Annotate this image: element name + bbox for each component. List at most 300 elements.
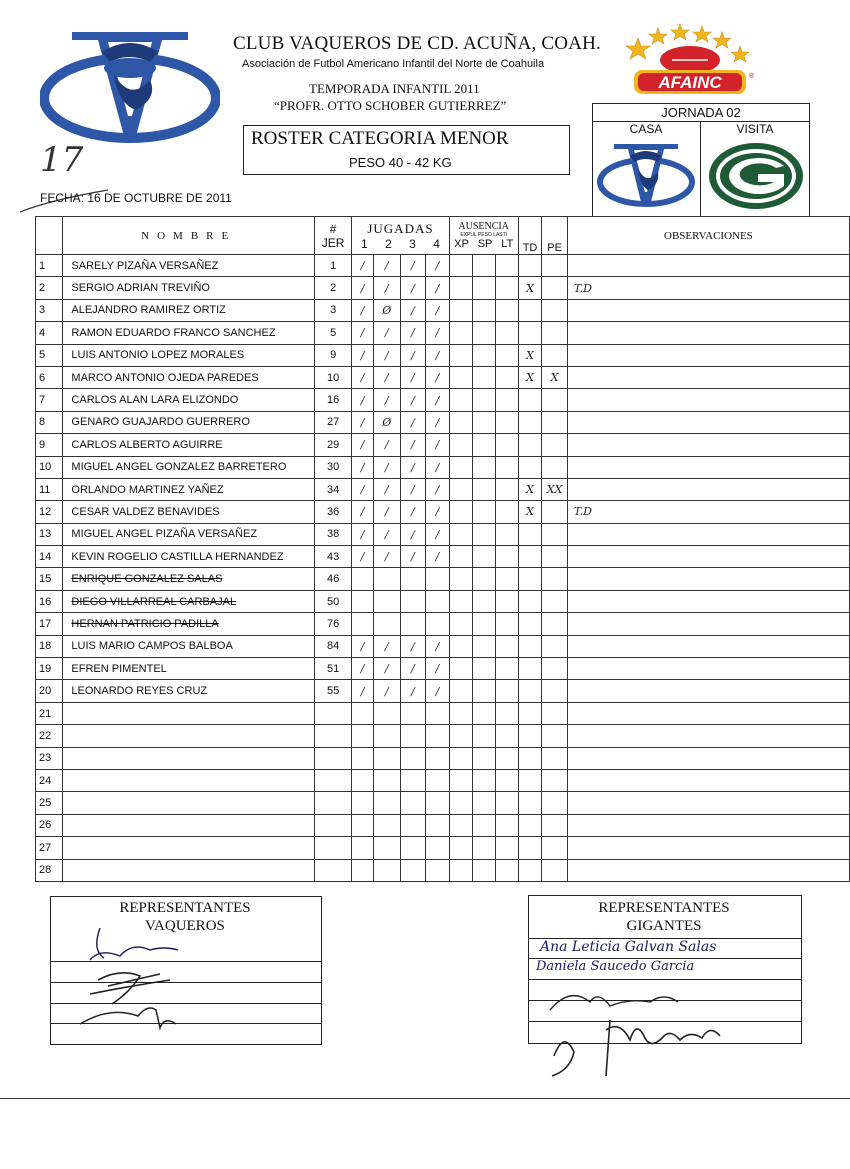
- observation: [567, 747, 849, 769]
- play-mark: [400, 769, 426, 791]
- jersey-number: 5: [314, 322, 351, 344]
- player-name: MIGUEL ANGEL GONZALEZ BARRETERO: [63, 456, 315, 478]
- absence-mark: [496, 277, 519, 299]
- row-index: 20: [36, 680, 63, 702]
- table-row: [36, 546, 850, 568]
- row-index: 4: [36, 322, 63, 344]
- play-mark: [400, 814, 426, 836]
- jersey-number: 3: [314, 299, 351, 321]
- play-mark: [400, 590, 426, 612]
- absence-mark: XX: [542, 478, 568, 500]
- play-mark: [352, 568, 374, 590]
- gigantes-signature-2: Daniela Saucedo Garcia: [536, 959, 695, 974]
- absence-mark: [518, 702, 542, 724]
- table-row: [36, 837, 850, 859]
- absence-mark: [496, 747, 519, 769]
- absence-mark: [496, 792, 519, 814]
- play-mark: [373, 613, 400, 635]
- jersey-number: 16: [314, 389, 351, 411]
- header-pe: PE: [542, 217, 568, 255]
- play-mark: /: [352, 411, 374, 433]
- jersey-number: 9: [314, 344, 351, 366]
- afainc-registered-mark: ®: [749, 73, 755, 80]
- player-name: HERNAN PATRICIO PADILLA: [63, 613, 315, 635]
- observation: [567, 255, 849, 277]
- play-mark: [400, 725, 426, 747]
- play-mark: /: [426, 680, 450, 702]
- play-mark: /: [426, 277, 450, 299]
- table-row: [36, 434, 850, 456]
- player-name: DIEGO VILLARREAL CARBAJAL: [63, 590, 315, 612]
- absence-mark: [496, 702, 519, 724]
- play-mark: /: [400, 299, 426, 321]
- play-mark: /: [400, 344, 426, 366]
- play-mark: /: [400, 366, 426, 388]
- table-row: [36, 590, 850, 612]
- play-mark: /: [400, 523, 426, 545]
- header-plays: [352, 217, 449, 255]
- absence-mark: [473, 299, 496, 321]
- play-mark: [373, 590, 400, 612]
- absence-mark: [449, 523, 473, 545]
- jersey-number: [314, 792, 351, 814]
- observation: [567, 792, 849, 814]
- table-row: [36, 411, 850, 433]
- jersey-number: 76: [314, 613, 351, 635]
- player-name: [63, 837, 315, 859]
- absence-mark: [473, 725, 496, 747]
- play-mark: /: [373, 478, 400, 500]
- jersey-number: [314, 814, 351, 836]
- jersey-number: [314, 702, 351, 724]
- play-mark: /: [352, 299, 374, 321]
- play-mark: Ø: [373, 299, 400, 321]
- vaqueros-signatures: [60, 920, 200, 1050]
- absence-mark: [518, 859, 542, 881]
- absence-mark: [542, 322, 568, 344]
- header-td: TD: [518, 217, 542, 255]
- header-name: NOMBRE: [63, 217, 315, 255]
- play-mark: [352, 702, 374, 724]
- absence-mark: [518, 792, 542, 814]
- play-mark: /: [352, 635, 374, 657]
- header-xp: XP: [454, 238, 469, 250]
- play-mark: /: [426, 389, 450, 411]
- play-mark: /: [400, 680, 426, 702]
- header-observations: OBSERVACIONES: [567, 217, 849, 255]
- absence-mark: [473, 747, 496, 769]
- page-bottom-line: [0, 1098, 850, 1099]
- absence-mark: [542, 814, 568, 836]
- header-play-4: 4: [433, 236, 440, 251]
- player-name: ORLANDO MARTINEZ YAÑEZ: [63, 478, 315, 500]
- play-mark: /: [373, 255, 400, 277]
- absence-mark: [473, 680, 496, 702]
- absence-mark: [449, 344, 473, 366]
- play-mark: [426, 769, 450, 791]
- absence-mark: [518, 725, 542, 747]
- absence-mark: [496, 590, 519, 612]
- table-row: [36, 859, 850, 881]
- player-name: ALEJANDRO RAMIREZ ORTIZ: [63, 299, 315, 321]
- absence-mark: [518, 769, 542, 791]
- play-mark: /: [426, 456, 450, 478]
- play-mark: [373, 747, 400, 769]
- absence-mark: [449, 769, 473, 791]
- player-name: EFREN PIMENTEL: [63, 658, 315, 680]
- row-index: 3: [36, 299, 63, 321]
- header-lt: LT: [501, 238, 514, 250]
- play-mark: /: [426, 658, 450, 680]
- absence-mark: [542, 747, 568, 769]
- jersey-number: 29: [314, 434, 351, 456]
- play-mark: [400, 702, 426, 724]
- absence-mark: [473, 814, 496, 836]
- absence-mark: [473, 434, 496, 456]
- play-mark: /: [352, 680, 374, 702]
- play-mark: /: [426, 546, 450, 568]
- gigantes-rep-title-1: REPRESENTANTES: [598, 900, 730, 916]
- roster-table: [35, 216, 850, 882]
- header-jersey-label: JER: [321, 235, 345, 250]
- play-mark: /: [426, 478, 450, 500]
- absence-mark: [449, 568, 473, 590]
- play-mark: /: [352, 255, 374, 277]
- row-index: 21: [36, 702, 63, 724]
- table-row: [36, 680, 850, 702]
- play-mark: /: [373, 389, 400, 411]
- absence-mark: [542, 523, 568, 545]
- absence-mark: [542, 590, 568, 612]
- jersey-number: [314, 769, 351, 791]
- observation: [567, 590, 849, 612]
- gigantes-rep-title-2: GIGANTES: [626, 918, 702, 934]
- row-index: 1: [36, 255, 63, 277]
- absence-mark: [542, 837, 568, 859]
- play-mark: [373, 859, 400, 881]
- play-mark: [426, 613, 450, 635]
- row-index: 6: [36, 366, 63, 388]
- absence-mark: [496, 434, 519, 456]
- absence-mark: X: [518, 277, 542, 299]
- header-play-1: 1: [360, 236, 368, 251]
- absence-mark: [473, 769, 496, 791]
- play-mark: [426, 859, 450, 881]
- play-mark: [426, 747, 450, 769]
- absence-mark: [518, 590, 542, 612]
- jersey-number: 10: [314, 366, 351, 388]
- absence-mark: [449, 792, 473, 814]
- observation: [567, 411, 849, 433]
- player-name: [63, 725, 315, 747]
- absence-mark: [449, 859, 473, 881]
- jersey-number: 2: [314, 277, 351, 299]
- absence-mark: [449, 277, 473, 299]
- table-row: [36, 366, 850, 388]
- absence-mark: [542, 501, 568, 523]
- absence-mark: [518, 255, 542, 277]
- absence-mark: [542, 546, 568, 568]
- absence-mark: [496, 613, 519, 635]
- jersey-number: 55: [314, 680, 351, 702]
- jersey-number: 36: [314, 501, 351, 523]
- player-name: ENRIQUE GONZALEZ SALAS: [63, 568, 315, 590]
- observation: [567, 680, 849, 702]
- home-label: CASA: [629, 122, 663, 136]
- play-mark: [426, 814, 450, 836]
- play-mark: /: [352, 366, 374, 388]
- play-mark: /: [426, 434, 450, 456]
- row-index: 13: [36, 523, 63, 545]
- observation: [567, 769, 849, 791]
- absence-mark: [473, 568, 496, 590]
- table-row: [36, 344, 850, 366]
- afainc-logo: [624, 22, 756, 102]
- table-row: [36, 478, 850, 500]
- play-mark: [426, 590, 450, 612]
- absence-mark: [518, 546, 542, 568]
- play-mark: [400, 837, 426, 859]
- absence-mark: [473, 411, 496, 433]
- absence-mark: [542, 769, 568, 791]
- absence-mark: [473, 859, 496, 881]
- observation: [567, 299, 849, 321]
- player-name: LEONARDO REYES CRUZ: [63, 680, 315, 702]
- table-row: [36, 792, 850, 814]
- jersey-number: 43: [314, 546, 351, 568]
- gigantes-signature-1: Ana Leticia Galvan Salas: [540, 939, 717, 955]
- observation: [567, 523, 849, 545]
- header-absence: [449, 217, 518, 255]
- absence-mark: [496, 568, 519, 590]
- absence-mark: [449, 814, 473, 836]
- player-name: CARLOS ALAN LARA ELIZONDO: [63, 389, 315, 411]
- header-index: [36, 217, 63, 255]
- absence-mark: [496, 501, 519, 523]
- jersey-number: [314, 859, 351, 881]
- absence-mark: [449, 837, 473, 859]
- play-mark: /: [352, 277, 374, 299]
- row-index: 17: [36, 613, 63, 635]
- play-mark: [400, 859, 426, 881]
- observation: [567, 635, 849, 657]
- play-mark: [352, 725, 374, 747]
- absence-mark: [449, 501, 473, 523]
- absence-mark: [449, 411, 473, 433]
- absence-mark: [473, 546, 496, 568]
- absence-mark: [473, 792, 496, 814]
- table-row: [36, 501, 850, 523]
- absence-mark: [473, 456, 496, 478]
- gigantes-signatures-drawn: [540, 980, 760, 1085]
- play-mark: [373, 837, 400, 859]
- absence-mark: [473, 613, 496, 635]
- play-mark: /: [400, 456, 426, 478]
- play-mark: [352, 792, 374, 814]
- absence-mark: [542, 434, 568, 456]
- jersey-number: [314, 837, 351, 859]
- player-name: CARLOS ALBERTO AGUIRRE: [63, 434, 315, 456]
- absence-mark: [496, 680, 519, 702]
- table-row: [36, 456, 850, 478]
- play-mark: /: [352, 389, 374, 411]
- player-name: SARELY PIZAÑA VERSAÑEZ: [63, 255, 315, 277]
- absence-mark: [449, 322, 473, 344]
- jersey-number: 50: [314, 590, 351, 612]
- absence-mark: [496, 837, 519, 859]
- player-name: SERGIO ADRIAN TREVIÑO: [63, 277, 315, 299]
- row-index: 27: [36, 837, 63, 859]
- play-mark: /: [400, 658, 426, 680]
- absence-mark: [518, 568, 542, 590]
- header-play-2: 2: [385, 236, 392, 251]
- absence-mark: [542, 456, 568, 478]
- play-mark: [352, 814, 374, 836]
- jersey-number: 27: [314, 411, 351, 433]
- play-mark: /: [400, 322, 426, 344]
- absence-mark: [496, 411, 519, 433]
- play-mark: /: [373, 344, 400, 366]
- absence-mark: [496, 859, 519, 881]
- absence-mark: [518, 837, 542, 859]
- row-index: 23: [36, 747, 63, 769]
- absence-mark: X: [518, 366, 542, 388]
- play-mark: [426, 837, 450, 859]
- table-row: [36, 613, 850, 635]
- play-mark: /: [373, 456, 400, 478]
- play-mark: [426, 568, 450, 590]
- row-index: 28: [36, 859, 63, 881]
- absence-mark: [496, 366, 519, 388]
- absence-mark: [518, 322, 542, 344]
- row-index: 26: [36, 814, 63, 836]
- player-name: [63, 859, 315, 881]
- play-mark: /: [352, 523, 374, 545]
- play-mark: /: [400, 389, 426, 411]
- table-header-row: [36, 217, 850, 255]
- absence-mark: [473, 255, 496, 277]
- table-row: [36, 255, 850, 277]
- absence-mark: X: [518, 478, 542, 500]
- play-mark: /: [400, 434, 426, 456]
- play-mark: /: [352, 322, 374, 344]
- association-subtitle: Asociación de Futbol Americano Infantil del Norte de Coahuila: [242, 58, 545, 70]
- absence-mark: [473, 523, 496, 545]
- header-absence-columns: [450, 238, 518, 250]
- absence-mark: [473, 322, 496, 344]
- absence-mark: [473, 389, 496, 411]
- absence-mark: [542, 255, 568, 277]
- absence-mark: [496, 299, 519, 321]
- play-mark: /: [373, 366, 400, 388]
- table-row: [36, 814, 850, 836]
- absence-mark: [449, 434, 473, 456]
- row-index: 8: [36, 411, 63, 433]
- jersey-number: [314, 747, 351, 769]
- play-mark: [352, 837, 374, 859]
- absence-mark: [496, 478, 519, 500]
- absence-mark: [542, 613, 568, 635]
- observation: [567, 389, 849, 411]
- jersey-number: 46: [314, 568, 351, 590]
- observation: [567, 702, 849, 724]
- absence-mark: [542, 702, 568, 724]
- table-row: [36, 702, 850, 724]
- play-mark: /: [426, 344, 450, 366]
- play-mark: [352, 613, 374, 635]
- play-mark: /: [352, 434, 374, 456]
- observation: [567, 859, 849, 881]
- observation: [567, 434, 849, 456]
- header-absence-small: EXPUL PESO LASTI: [460, 232, 508, 238]
- play-mark: /: [400, 546, 426, 568]
- player-name: MIGUEL ANGEL PIZAÑA VERSAÑEZ: [63, 523, 315, 545]
- play-mark: /: [373, 322, 400, 344]
- vaqueros-logo: [40, 28, 220, 148]
- absence-mark: [449, 613, 473, 635]
- season-label: TEMPORADA INFANTIL 2011: [309, 81, 480, 96]
- play-mark: [373, 725, 400, 747]
- play-mark: [400, 792, 426, 814]
- header-absence-label: AUSENCIA: [458, 221, 509, 232]
- play-mark: /: [426, 299, 450, 321]
- play-mark: /: [426, 255, 450, 277]
- absence-mark: [473, 478, 496, 500]
- absence-mark: [518, 389, 542, 411]
- absence-mark: [518, 411, 542, 433]
- absence-mark: [449, 702, 473, 724]
- play-mark: /: [426, 366, 450, 388]
- date-label: FECHA: 16 DE OCTUBRE DE 2011: [40, 191, 232, 205]
- play-mark: /: [373, 277, 400, 299]
- play-mark: [426, 725, 450, 747]
- absence-mark: [473, 635, 496, 657]
- play-mark: [426, 702, 450, 724]
- absence-mark: [496, 523, 519, 545]
- observation: T.D: [567, 277, 849, 299]
- absence-mark: [542, 277, 568, 299]
- play-mark: /: [400, 635, 426, 657]
- observation: [567, 322, 849, 344]
- player-name: LUIS MARIO CAMPOS BALBOA: [63, 635, 315, 657]
- observation: [567, 613, 849, 635]
- afainc-logo-text: AFAINC: [658, 73, 722, 92]
- player-name: [63, 747, 315, 769]
- play-mark: /: [373, 635, 400, 657]
- play-mark: /: [426, 322, 450, 344]
- observation: [567, 568, 849, 590]
- table-row: [36, 725, 850, 747]
- row-index: 18: [36, 635, 63, 657]
- absence-mark: [473, 366, 496, 388]
- play-mark: [373, 814, 400, 836]
- jornada-label: JORNADA 02: [661, 105, 741, 120]
- absence-mark: [496, 635, 519, 657]
- play-mark: Ø: [373, 411, 400, 433]
- observation: [567, 478, 849, 500]
- absence-mark: [473, 837, 496, 859]
- play-mark: [400, 568, 426, 590]
- absence-mark: [542, 859, 568, 881]
- absence-mark: [449, 546, 473, 568]
- absence-mark: [496, 725, 519, 747]
- absence-mark: [496, 769, 519, 791]
- table-row: [36, 389, 850, 411]
- absence-mark: [496, 322, 519, 344]
- table-row: [36, 277, 850, 299]
- play-mark: /: [352, 658, 374, 680]
- play-mark: [352, 590, 374, 612]
